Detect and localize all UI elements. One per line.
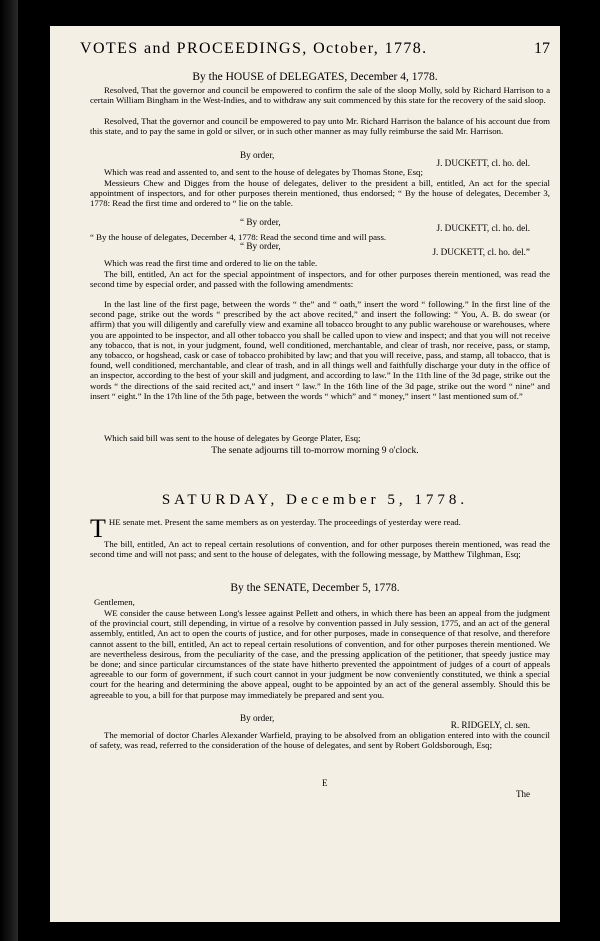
clerk-signature: J. DUCKETT, cl. ho. del.” [432,247,530,257]
house-heading: By the HOUSE of DELEGATES, December 4, 1778. [192,71,438,83]
paragraph-message: WE consider the cause between Long's lessee against Pellett and others, in which there has been an appeal from the judgment of the provincial court, still depending, in virtue of a resolve by convention passed in July session, 1775, and an act of the general assembly, entitled, An act to open the courts of justice, and for other purposes, made in consequence of that resolve, and therefore cannot assent to the bill, entitled, An act to repeal certain resolutions of convention, and for other purposes therein mentioned. We are nevertheless desirous, from the peculiarity of the case, and the pressing application of the petitioner, that speedy justice may be done; and since particular circumstances of the state have hitherto prevented the appointment of judges of a court of appeals agreeable to our form of government, if such court cannot in your judgment be now conveniently constituted, we think a special court for the hearing and determining the above appeal, ought to be appointed by an act of the general assembly. Should this be agreeable to you, a bill for that purpose may immediately be prepared and sent you. [90,608,550,700]
paragraph-sent: Which said bill was sent to the house of delegates by George Plater, Esq; [104,433,361,443]
by-order-label: “ By order, [240,241,281,251]
by-order-label: By order, [240,150,275,160]
clerk-signature: J. DUCKETT, cl. ho. del. [436,158,530,168]
paragraph-amendments-intro: The bill, entitled, An act for the special appointment of inspectors, and for other purposes therein mentioned, was read the second time by especial order, and passed with the following amendments: [90,269,550,290]
clerk-signature: R. RIDGELY, cl. sen. [450,720,530,730]
senate-met-text: HE senate met. Present the same members as on yesterday. The proceedings of yesterday were read. [108,517,461,527]
running-title: VOTES and PROCEEDINGS, October, 1778. [80,40,428,57]
adjournment-line: The senate adjourns till to-morrow morning 9 o'clock. [211,445,419,456]
paragraph-memorial: The memorial of doctor Charles Alexander Warfield, praying to be absolved from an obligation entered into with the council of safety, was read, referred to the consideration of the house of delegates, and sent by Robert Goldsborough, Esq; [90,730,550,751]
clerk-signature: J. DUCKETT, cl. ho. del. [436,223,530,233]
paragraph-assent: Which was read and assented to, and sent to the house of delegates by Thomas Stone, Esq; [104,167,423,177]
running-header [80,40,550,58]
paragraph-amendments: In the last line of the first page, between the words “ the” and “ oath,” insert the word “ following.” In the first line of the second page, strike out the words “ prescribed by the act above recited,” and insert the following: “ You, A. B. do swear (or affirm) that you will diligently and carefully view and examine all tobacco brought to any public warehouse or warehouses, where you are appointed to be inspector, and all other tobacco you shall be called upon to view and inspect; and that you will not receive any tobacco, that is not, in your judgment, found, well conditioned, merchantable, and clear of trash, nor receive, pass, or stamp, any tobacco, or hogshead, cask or case of tobacco prohibited by law; and that you will receive, pass, and stamp, all tobacco, that is found, well conditioned, merchantable, and clear of trash, and in all things well and faithfully discharge your duty in the office of an inspector, according to the best of your skill and judgment, and according to law.” In the 11th line of the 3d page, strike out the words “ the directions of the said recited act,” and insert “ law.” In the 16th line of the 3d page, strike out the word “ nine” and insert “ eight.” In the 17th line of the 5th page, between the words “ which” and “ money,” insert “ last mentioned sum of.” [90,299,550,401]
paragraph-senate-met [90,514,550,543]
drop-cap: T [90,514,106,543]
page-number: 17 [534,40,550,57]
paragraph-first-reading: Which was read the first time and ordered to lie on the table. [104,258,318,268]
paragraph-resolved-1: Resolved, That the governor and council be empowered to confirm the sale of the sloop Molly, sold by Richard Harrison to a certain William Bingham in the West-Indies, and to withdraw any suit commenced by this state for the recovery of the said sloop. [90,85,550,106]
paragraph-repeal-bill: The bill, entitled, An act to repeal certain resolutions of convention, and for other purposes therein mentioned, was read the second time and will not pass; and sent to the house of delegates, with the following message, by Matthew Tilghman, Esq; [90,539,550,560]
by-order-label: By order, [240,713,275,723]
signature-mark: E [322,778,328,788]
by-order-label: “ By order, [240,217,281,227]
senate-heading: By the SENATE, December 5, 1778. [230,582,400,594]
salutation: Gentlemen, [94,597,135,607]
paragraph-second-reading: “ By the house of delegates, December 4, 1778: Read the second time and will pass. [90,232,387,242]
day-heading: SATURDAY, December 5, 1778. [161,492,469,508]
catchword: The [516,789,530,799]
binding-gutter [0,0,18,941]
paragraph-delivery: Messieurs Chew and Digges from the house of delegates, deliver to the president a bill, entitled, An act for the special appointment of inspectors, and for other purposes therein mentioned, thus endorsed; “ By the house of delegates, December 3, 1778: Read the first time and ordered to “ lie on the table. [90,178,550,209]
paragraph-resolved-2: Resolved, That the governor and council be empowered to pay unto Mr. Richard Harrison the balance of his account due from this state, and to pay the same in gold or silver, or in such other manner as may fully reimburse the said Mr. Harrison. [90,116,550,137]
